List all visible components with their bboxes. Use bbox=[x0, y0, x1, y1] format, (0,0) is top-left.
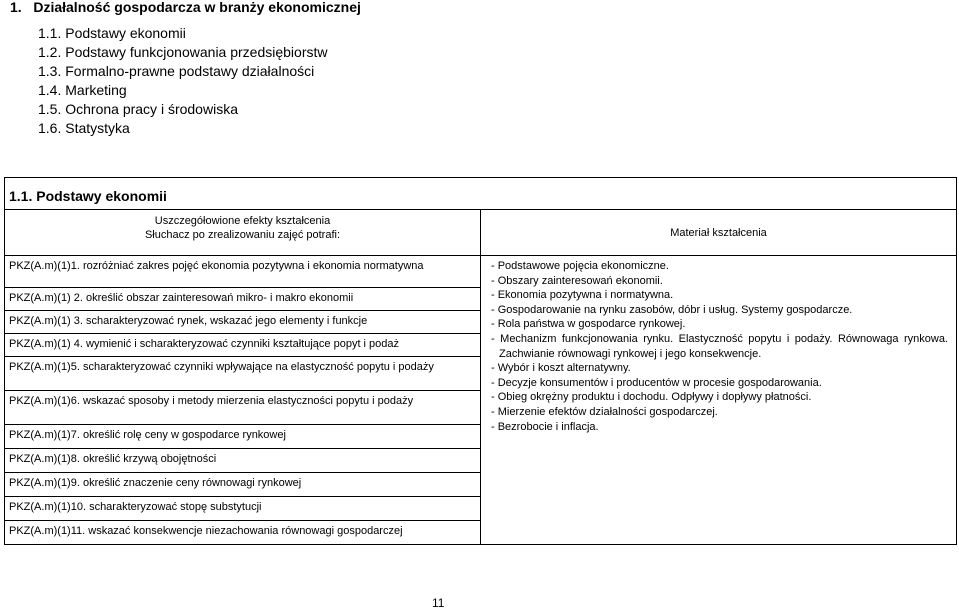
header-teaching-material: Materiał kształcenia bbox=[481, 210, 957, 256]
page-number: 11 bbox=[432, 596, 445, 610]
outcome-cell bbox=[5, 473, 481, 497]
material-item: - Bezrobocie i inflacja. bbox=[491, 420, 599, 433]
outcome-cell bbox=[5, 334, 481, 357]
material-item: - Gospodarowanie na rynku zasobów, dóbr i usług. Systemy gospodarcze. bbox=[491, 303, 853, 316]
outcome-text: PKZ(A.m)(1)5. scharakteryzować czynniki wpływające na elastyczność popytu i podaży bbox=[9, 361, 434, 373]
outcome-text: PKZ(A.m)(1)10. scharakteryzować stopę substytucji bbox=[9, 501, 262, 513]
toc-item: 1.2. Podstawy funkcjonowania przedsiębiorstw bbox=[38, 44, 328, 60]
outcome-text: PKZ(A.m)(1)8. określić krzywą obojętności bbox=[9, 453, 217, 465]
outcome-text: PKZ(A.m)(1) 2. określić obszar zainteresowań mikro- i makro ekonomii bbox=[9, 292, 354, 304]
outcome-cell bbox=[5, 425, 481, 449]
material-item: - Obieg okrężny produktu i dochodu. Odpływy i dopływy płatności. bbox=[491, 391, 812, 404]
materials-cell bbox=[481, 256, 957, 545]
outcome-text: PKZ(A.m)(1) 4. wymienić i scharakteryzować czynniki kształtujące popyt i podaż bbox=[9, 338, 400, 350]
outcome-text: PKZ(A.m)(1)11. wskazać konsekwencje niezachowania równowagi gospodarczej bbox=[9, 525, 403, 537]
toc-item: 1.1. Podstawy ekonomii bbox=[38, 25, 186, 41]
table-header-row bbox=[5, 210, 957, 256]
curriculum-table bbox=[4, 177, 957, 545]
material-item: - Podstawowe pojęcia ekonomiczne. bbox=[491, 260, 669, 272]
section-title-cell bbox=[5, 178, 957, 210]
toc-item: 1.3. Formalno-prawne podstawy działalności bbox=[38, 63, 315, 79]
material-item: - Rola państwa w gospodarce rynkowej. bbox=[491, 318, 686, 331]
outcome-cell bbox=[5, 391, 481, 425]
material-item: - Decyzje konsumentów i producentów w procesie gospodarowania. bbox=[491, 376, 822, 389]
outcome-cell bbox=[5, 497, 481, 521]
material-item: - Mierzenie efektów działalności gospodarczej. bbox=[491, 405, 718, 418]
material-item: - Obszary zainteresowań ekonomii. bbox=[491, 274, 663, 287]
outcome-cell bbox=[5, 256, 481, 288]
outcome-cell bbox=[5, 521, 481, 545]
toc-item: 1.4. Marketing bbox=[38, 82, 127, 98]
header-learning-outcomes bbox=[5, 210, 481, 256]
outcome-cell bbox=[5, 311, 481, 334]
chapter-heading: 1. Działalność gospodarcza w branży ekonomicznej bbox=[10, 0, 361, 15]
outcome-text: PKZ(A.m)(1) 3. scharakteryzować rynek, wskazać jego elementy i funkcje bbox=[9, 315, 368, 327]
material-item: - Ekonomia pozytywna i normatywna. bbox=[491, 289, 674, 302]
table-of-contents bbox=[38, 24, 328, 138]
toc-item: 1.6. Statystyka bbox=[38, 120, 130, 136]
header-left-line2: Słuchacz po zrealizowaniu zajęć potrafi: bbox=[144, 229, 341, 241]
header-left-line1: Uszczegółowione efekty kształcenia bbox=[154, 215, 331, 227]
outcome-text: PKZ(A.m)(1)6. wskazać sposoby i metody mierzenia elastyczności popytu i podaży bbox=[9, 395, 414, 407]
outcome-text: PKZ(A.m)(1)7. określić rolę ceny w gospodarce rynkowej bbox=[9, 429, 286, 441]
toc-item: 1.5. Ochrona pracy i środowiska bbox=[38, 101, 238, 117]
outcome-text: PKZ(A.m)(1)1. rozróżniać zakres pojęć ekonomia pozytywna i ekonomia normatywna bbox=[9, 260, 424, 272]
outcome-cell bbox=[5, 288, 481, 311]
section-title: 1.1. Podstawy ekonomii bbox=[9, 188, 167, 204]
outcome-cell bbox=[5, 357, 481, 391]
outcome-cell bbox=[5, 449, 481, 473]
material-item: - Mechanizm funkcjonowania rynku. Elastyczność popytu i podaży. Równowaga rynkowa. Zachwianie równowagi rynkowej i jego konsekwencje. bbox=[491, 332, 948, 360]
material-item: - Wybór i koszt alternatywny. bbox=[491, 362, 631, 375]
section-title-row bbox=[5, 178, 957, 210]
table-row bbox=[5, 256, 957, 288]
outcome-text: PKZ(A.m)(1)9. określić znaczenie ceny równowagi rynkowej bbox=[9, 477, 302, 489]
